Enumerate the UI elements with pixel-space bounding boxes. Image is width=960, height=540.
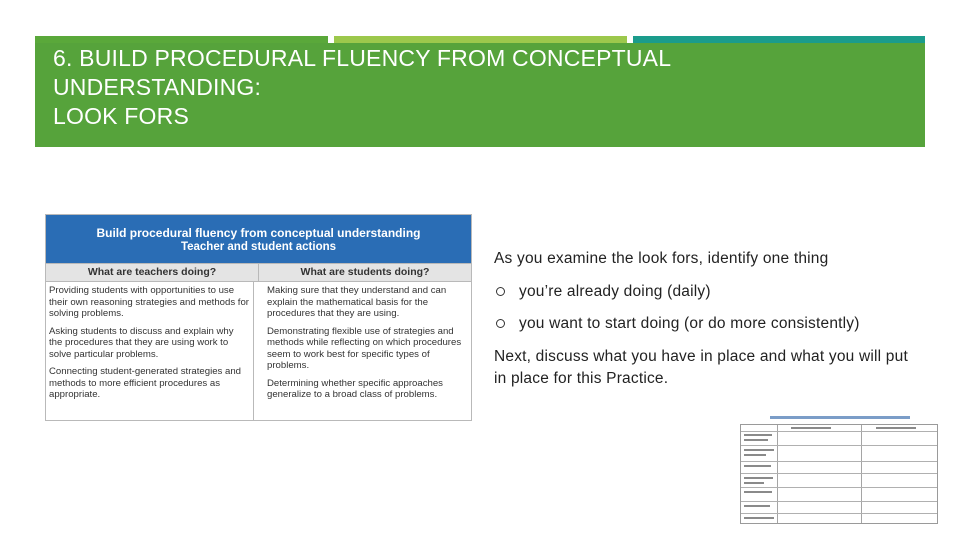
thumbnail-text [744, 491, 772, 493]
teacher-action: Providing students with opportunities to use their own reasoning strategies and methods for solving problems. [49, 285, 249, 319]
table-header [46, 215, 471, 263]
thumbnail-text [876, 427, 916, 429]
table-column-headers [46, 263, 471, 282]
student-action: Determining whether specific approaches generalize to a broad class of problems. [267, 377, 443, 400]
thumbnail-divider [741, 487, 937, 488]
thumbnail-text [791, 427, 831, 429]
slide-title-line-3: LOOK FORS [53, 103, 189, 129]
thumbnail-divider [741, 431, 937, 432]
students-cell [253, 282, 471, 421]
student-action: Making sure that they understand and can explain the mathematical basis for the procedures that they are using. [267, 285, 447, 319]
thumbnail-text [744, 449, 774, 451]
bullet-list [494, 283, 860, 347]
bullet-item [494, 315, 860, 347]
slide-title [53, 44, 671, 131]
teacher-action: Asking students to discuss and explain why the procedures that they are using work to solve particular problems. [49, 325, 234, 360]
circle-bullet-icon [496, 319, 505, 328]
thumbnail-text [744, 482, 764, 484]
thumbnail-text [744, 477, 773, 479]
thumbnail-divider [741, 473, 937, 474]
next-step-text: Next, discuss what you have in place and what you will put in place for this Practice. [494, 348, 908, 387]
accent-bar-green [35, 36, 328, 43]
thumbnail-text [744, 434, 772, 436]
thumbnail-divider [777, 425, 778, 523]
thumbnail-text [744, 454, 766, 456]
column-header-teachers: What are teachers doing? [87, 266, 217, 278]
thumbnail-divider [741, 445, 937, 446]
column-header-students: What are students doing? [258, 264, 471, 281]
accent-bar-teal [633, 36, 925, 43]
intro-text: As you examine the look fors, identify one thing [494, 250, 829, 267]
thumbnail-title-bar [770, 416, 910, 419]
document-thumbnail [738, 412, 940, 526]
bullet-text: you want to start doing (or do more consistently) [519, 315, 860, 332]
table-subtitle: Teacher and student actions [180, 241, 337, 253]
title-banner [35, 43, 925, 147]
thumbnail-divider [861, 425, 862, 523]
thumbnail-table [740, 424, 938, 524]
slide-title-line-2: UNDERSTANDING: [53, 74, 262, 100]
bullet-item [494, 283, 860, 315]
table-body [46, 282, 471, 421]
thumbnail-text [744, 465, 771, 467]
teachers-cell [46, 282, 253, 421]
thumbnail-text [744, 439, 768, 441]
accent-bar-light-green [334, 36, 627, 43]
thumbnail-text [744, 517, 774, 519]
look-fors-table [45, 214, 472, 421]
slide-title-line-1: 6. BUILD PROCEDURAL FLUENCY FROM CONCEPTUAL [53, 45, 672, 71]
thumbnail-text [744, 505, 770, 507]
thumbnail-divider [741, 461, 937, 462]
thumbnail-divider [741, 513, 937, 514]
thumbnail-divider [741, 501, 937, 502]
teacher-action: Connecting student-generated strategies and methods to more efficient procedures as appropriate. [49, 366, 242, 400]
student-action: Demonstrating flexible use of strategies and methods while reflecting on which procedures seem to work best for specific types of problems. [267, 325, 462, 371]
table-title: Build procedural fluency from conceptual understanding [96, 226, 421, 240]
bullet-text: you’re already doing (daily) [519, 283, 711, 300]
circle-bullet-icon [496, 287, 505, 296]
